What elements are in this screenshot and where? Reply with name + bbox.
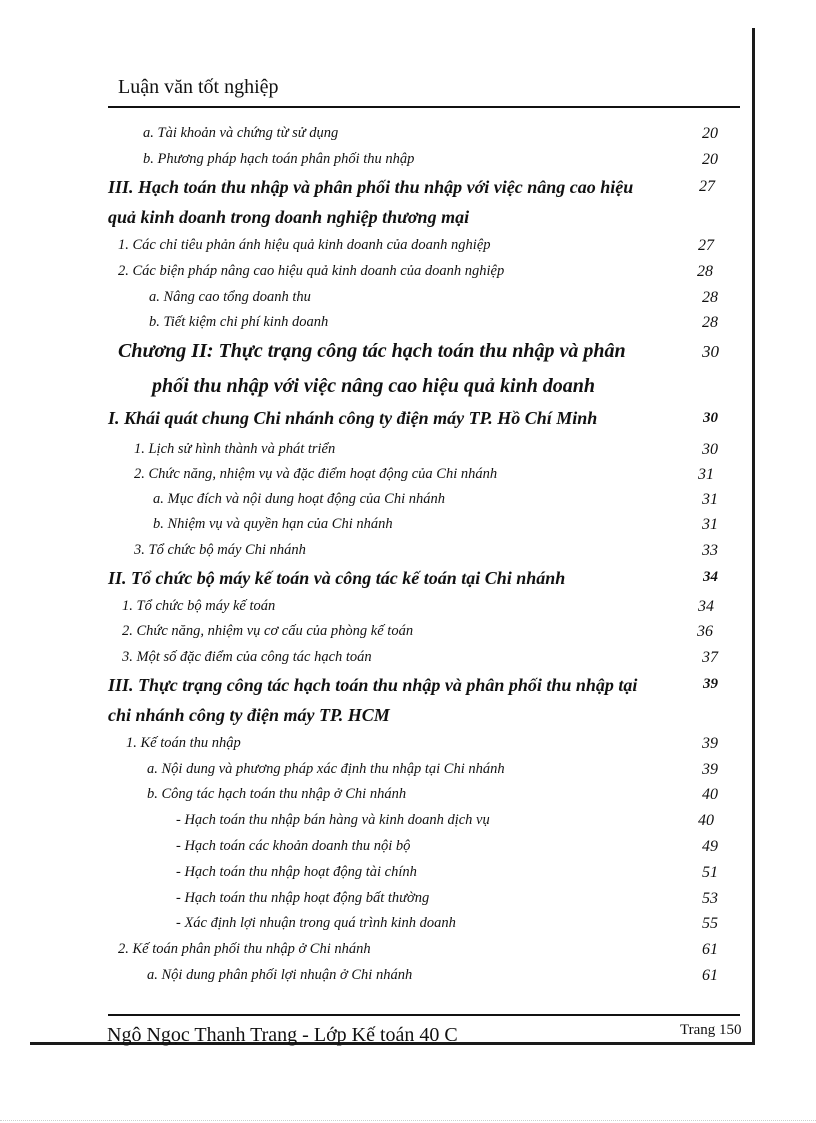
footer-author: Ngô Ngọc Thanh Trang - Lớp Kế toán 40 C (107, 1024, 458, 1046)
toc-page-number: 20 (702, 125, 718, 142)
toc-entry-text: a. Nội dung và phương pháp xác định thu nhập tại Chi nhánh (147, 761, 505, 777)
toc-page-number: 37 (702, 649, 718, 666)
toc-entry-text: a. Tài khoản và chứng từ sử dụng (143, 125, 339, 141)
toc-entry-text: b. Nhiệm vụ và quyền hạn của Chi nhánh (153, 516, 393, 532)
toc-page-number: 30 (702, 342, 719, 361)
toc-page-number: 30 (703, 410, 718, 426)
toc-entry-text: 2. Kế toán phân phối thu nhập ở Chi nhánh (118, 941, 371, 957)
toc-entry-text: - Xác định lợi nhuận trong quá trình kinh doanh (176, 915, 456, 931)
toc-entry-text: 3. Tổ chức bộ máy Chi nhánh (134, 542, 306, 558)
toc-page-number: 33 (702, 542, 718, 559)
toc-entry-text: - Hạch toán thu nhập bán hàng và kinh doanh dịch vụ (176, 812, 490, 828)
toc-page-number: 51 (702, 864, 718, 881)
toc-page-number: 30 (702, 441, 718, 458)
toc-entry-text: 1. Kế toán thu nhập (126, 735, 241, 751)
footer-page-number: Trang 150 (680, 1022, 742, 1038)
toc-entry-text: 1. Các chỉ tiêu phản ánh hiệu quả kinh doanh của doanh nghiệp (118, 237, 491, 253)
toc-entry-text: a. Nâng cao tổng doanh thu (149, 289, 311, 305)
toc-page-number: 36 (697, 623, 713, 640)
toc-entry-text: 3. Một số đặc điểm của công tác hạch toán (122, 649, 372, 665)
toc-entry-text: a. Mục đích và nội dung hoạt động của Chi nhánh (153, 491, 445, 507)
toc-entry-text: b. Tiết kiệm chi phí kinh doanh (149, 314, 329, 330)
toc-section-heading: III. Thực trạng công tác hạch toán thu nhập và phân phối thu nhập tại (108, 675, 638, 695)
toc-entry-text: b. Phương pháp hạch toán phân phối thu nhập (143, 151, 415, 167)
toc-page-number: 61 (702, 967, 718, 984)
header-rule (108, 106, 740, 108)
toc-page-number: 31 (702, 516, 718, 533)
toc-entry-text: 2. Chức năng, nhiệm vụ cơ cấu của phòng kế toán (122, 623, 414, 639)
toc-entry-text: - Hạch toán các khoản doanh thu nội bộ (176, 838, 411, 854)
page-border-right (752, 28, 755, 1043)
toc-page-number: 20 (702, 151, 718, 168)
toc-page-number: 31 (698, 466, 714, 483)
toc-entry-text: - Hạch toán thu nhập hoạt động tài chính (176, 864, 417, 880)
toc-entry-text: 1. Lịch sử hình thành và phát triển (134, 441, 336, 457)
toc-entry-text: a. Nội dung phân phối lợi nhuận ở Chi nhánh (147, 967, 413, 983)
toc-section-heading: I. Khái quát chung Chi nhánh công ty điện máy TP. Hồ Chí Minh (108, 408, 598, 428)
toc-section-heading: III. Hạch toán thu nhập và phân phối thu nhập với việc nâng cao hiệu (108, 177, 634, 197)
toc-page-number: 39 (702, 735, 718, 752)
toc-section-heading: II. Tổ chức bộ máy kế toán và công tác kế toán tại Chi nhánh (108, 568, 566, 588)
toc-page-number: 40 (702, 786, 718, 803)
header-title: Luận văn tốt nghiệp (118, 76, 279, 98)
toc-entry-text: 2. Chức năng, nhiệm vụ và đặc điểm hoạt động của Chi nhánh (134, 466, 498, 482)
toc-entry-text: b. Công tác hạch toán thu nhập ở Chi nhánh (147, 786, 407, 802)
toc-page-number: 61 (702, 941, 718, 958)
toc-page-number: 28 (697, 263, 713, 280)
toc-page-number: 27 (699, 178, 715, 195)
toc-page-number: 55 (702, 915, 718, 932)
footer-rule (108, 1014, 740, 1016)
toc-entry-text: 1. Tổ chức bộ máy kế toán (122, 598, 276, 614)
toc-chapter-heading-cont: phối thu nhập với việc nâng cao hiệu quả kinh doanh (152, 375, 596, 397)
toc-page-number: 28 (702, 314, 718, 331)
toc-section-heading-cont: quả kinh doanh trong doanh nghiệp thương mại (108, 207, 470, 227)
toc-page-number: 39 (703, 676, 718, 692)
toc-page-number: 40 (698, 812, 714, 829)
toc-entry-text: 2. Các biện pháp nâng cao hiệu quả kinh doanh của doanh nghiệp (118, 263, 505, 279)
page-edge (0, 1120, 816, 1121)
toc-page-number: 53 (702, 890, 718, 907)
toc-page-number: 31 (702, 491, 718, 508)
toc-page-number: 39 (702, 761, 718, 778)
toc-page-number: 28 (702, 289, 718, 306)
toc-page-number: 34 (698, 598, 714, 615)
toc-page-number: 49 (702, 838, 718, 855)
toc-chapter-heading: Chương II: Thực trạng công tác hạch toán thu nhập và phân (118, 340, 626, 362)
toc-page-number: 27 (698, 237, 714, 254)
toc-section-heading-cont: chi nhánh công ty điện máy TP. HCM (108, 705, 390, 725)
toc-entry-text: - Hạch toán thu nhập hoạt động bất thường (176, 890, 430, 906)
toc-page-number: 34 (703, 569, 718, 585)
